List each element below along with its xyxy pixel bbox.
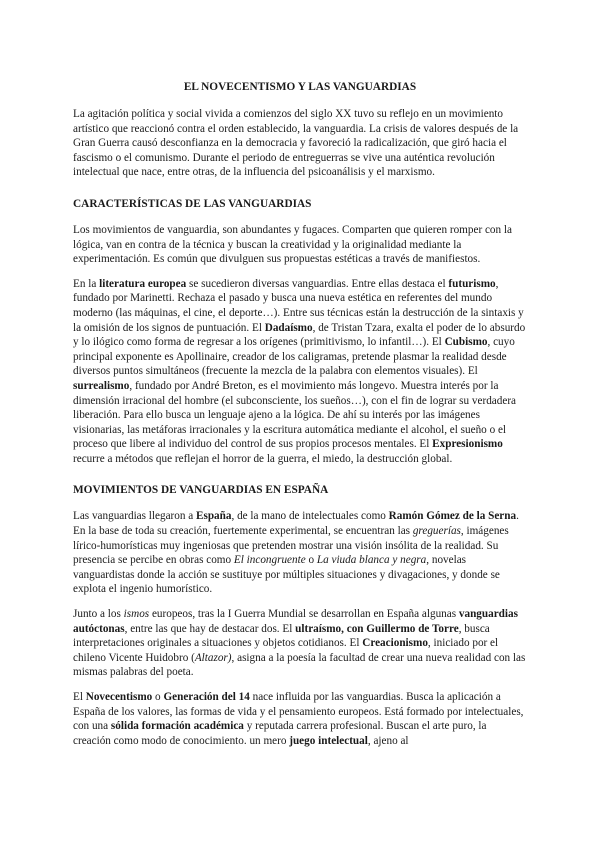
text-run: , fundado por André Breton, es el movimiento más longevo. Muestra interés por la dimensión irracional del hombre (el subconsciente, los sueños…), con el fin de lograr su verdadera liberación. Para ello busca un lenguaje ajeno a la lógica. De ahí su interés por las imágenes visionarias, las metáforas irracionales y la escritura automática mediante el alcohol, el sueño o el proceso que libere al individuo del control de sus propios procesos mentales. El [73, 379, 517, 451]
text-run: o [152, 691, 164, 703]
section-heading-characteristics: CARACTERÍSTICAS DE LAS VANGUARDIAS [73, 197, 312, 210]
text-run: Las vanguardias llegaron a [73, 510, 197, 523]
bold-term: Generación del 14 [163, 691, 250, 703]
text-run: El [73, 691, 86, 703]
text-run: nace influida por las vanguardias. Busca la aplicación a España de los valores, las formas de vida y el pensamiento europeos. Está formado por intelectuales, con una [73, 691, 524, 733]
bold-term: futurismo [448, 277, 496, 290]
bold-term: surrealismo [73, 379, 130, 392]
italic-title: ismos [123, 608, 150, 621]
bold-term: Creacionismo [362, 637, 428, 650]
spain-paragraph-3 [73, 690, 527, 748]
text-run: se sucedieron diversas vanguardias. Entre ellas destaca el [186, 277, 449, 290]
text-run: Junto a los [73, 608, 124, 621]
text-run: , asigna a la poesía la facultad de crear una nueva realidad con las mismas palabras del poeta. [73, 651, 526, 679]
document-title: EL NOVECENTISMO Y LAS VANGUARDIAS [183, 81, 417, 93]
italic-title: La viuda blanca y negra [316, 554, 427, 567]
text-run: o [305, 554, 317, 567]
bold-term: Dadaísmo [264, 321, 313, 334]
italic-title: Altazor) [194, 651, 232, 664]
text-run: , de la mano de intelectuales como [231, 510, 389, 523]
text-run: En la [73, 277, 100, 290]
characteristics-paragraph-2 [73, 277, 527, 467]
text-run: , cuyo principal exponente es Apollinaire, creador de los caligramas, pretende plasmar la realidad desde diversos puntos simultáneos (frecuente la mezcla de la palabra con elementos visuales). El [73, 336, 515, 378]
text-run: , busca interpretaciones originales a situaciones y objetos cotidianos. El [73, 622, 490, 650]
spain-paragraph-1 [73, 509, 527, 597]
text-run: , iniciado por el chileno Vicente Huidobro ( [73, 637, 499, 664]
intro-paragraph: La agitación política y social vivida a comienzos del siglo XX tuvo su reflejo en un movimiento artístico que reaccionó contra el orden establecido, la vanguardia. La crisis de valores después de la Gran Guerra causó desconfianza en la democracia y favoreció la radicalización, que giró hacia el fascismo o el comunismo. Durante el periodo de entreguerras se vive una auténtica revolución intelectual que nace, entre otras, de la influencia del psicoanálisis y el marxismo. [73, 108, 519, 179]
bold-term: literatura europea [99, 277, 187, 290]
spain-paragraph-2 [73, 607, 527, 680]
text-run: , de Tristan Tzara, exalta el poder de lo absurdo y lo ilógico como forma de regresar a los orígenes (primitivismo, lo infantil…). El [73, 321, 526, 349]
characteristics-paragraph-1: Los movimientos de vanguardia, son abundantes y fugaces. Comparten que quieren romper con la lógica, van en contra de la técnica y buscan la creatividad y la originalidad mediante la experimentación. Es común que divulguen sus propuestas estéticas a través de manifiestos. [73, 223, 512, 266]
bold-term: juego intelectual [289, 734, 368, 747]
italic-title: El incongruente [233, 554, 306, 567]
bold-term: España [196, 510, 232, 523]
italic-title: greguerías [412, 525, 461, 538]
text-run: recurre a métodos que reflejan el horror de la guerra, el miedo, la destrucción global. [73, 452, 453, 465]
bold-term: Cubismo [444, 336, 488, 349]
bold-term: Novecentismo [85, 691, 153, 703]
text-run: , entre las que hay de destacar dos. El [124, 622, 296, 635]
text-run: , novelas vanguardistas donde la acción se sustituye por múltiples situaciones y divagaciones, y donde se explota el ingenio humorístico. [73, 554, 500, 596]
text-run: . En la base de toda su creación, fuertemente experimental, se encuentran las [73, 510, 519, 538]
text-run: , imágenes lírico-humorísticas muy ingeniosas que pretenden mostrar una visión insólita de la realidad. Su presencia se percibe en obras como [73, 525, 509, 567]
text-run: , ajeno al [367, 734, 409, 747]
bold-term: Expresionismo [432, 438, 503, 451]
bold-term: Ramón Gómez de la Serna [388, 510, 517, 523]
text-run: y reputada carrera profesional. Buscan el arte puro, la creación como modo de conocimiento. un mero [73, 720, 487, 747]
text-run: europeos, tras la I Guerra Mundial se desarrollan en España algunas [149, 608, 459, 621]
text-run: , fundado por Marinetti. Rechaza el pasado y busca una nueva estética en referentes del mundo moderno (las máquinas, el cine, el deporte…). Entre sus técnicas están la destrucción de la sintaxis y la omisión de los signos de puntuación. El [73, 277, 524, 334]
bold-term: sólida formación académica [110, 720, 244, 733]
section-heading-spain: MOVIMIENTOS DE VANGUARDIAS EN ESPAÑA [73, 484, 329, 497]
bold-term: ultraísmo, con Guillermo de Torre [295, 622, 459, 635]
bold-term: vanguardias autóctonas [73, 608, 518, 635]
